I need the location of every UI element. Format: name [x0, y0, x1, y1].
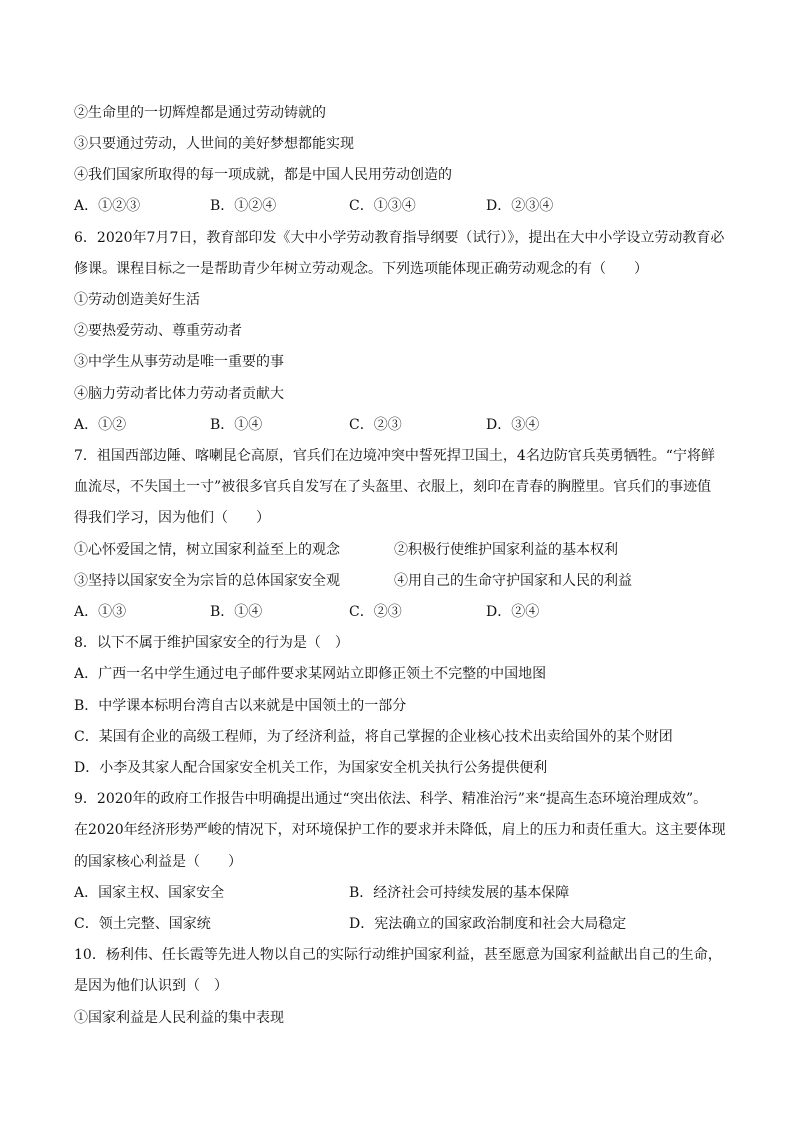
text-line: ③中学生从事劳动是唯一重要的事	[74, 354, 284, 370]
option-c: C．领土完整、国家统	[74, 916, 211, 932]
option-b: B．经济社会可持续发展的基本保障	[349, 885, 570, 901]
option-b: B．①④	[210, 604, 263, 620]
text-line: 修课。课程目标之一是帮助青少年树立劳动观念。下列选项能体现正确劳动观念的有（ ）	[74, 261, 648, 277]
text-line: 得我们学习，因为他们（ ）	[74, 510, 270, 526]
option-d: D．②③④	[486, 198, 554, 214]
option-c: C．①③④	[349, 198, 416, 214]
text-line: 是因为他们认识到（ ）	[74, 978, 228, 994]
text-line: ①国家利益是人民利益的集中表现	[74, 1010, 284, 1026]
option-d: D．③④	[486, 417, 540, 433]
option-b: B．中学课本标明台湾自古以来就是中国领土的一部分	[74, 698, 407, 714]
option-b: B．①④	[210, 417, 263, 433]
text-line: ①劳动创造美好生活	[74, 292, 200, 308]
option-a: A．①③	[74, 604, 127, 620]
option-c: C．②③	[349, 604, 402, 620]
statement-1: ①心怀爱国之情，树立国家利益至上的观念	[74, 542, 340, 558]
option-d: D．宪法确立的国家政治制度和社会大局稳定	[349, 916, 627, 932]
text-line: ③只要通过劳动，人世间的美好梦想都能实现	[74, 136, 354, 152]
option-d: D．小李及其家人配合国家安全机关工作，为国家安全机关执行公务提供便利	[74, 760, 548, 776]
option-c: C．②③	[349, 417, 402, 433]
option-a: A．广西一名中学生通过电子邮件要求某网站立即修正领土不完整的中国地图	[74, 666, 547, 682]
option-d: D．②④	[486, 604, 540, 620]
option-a: A．①②③	[74, 198, 141, 214]
option-c: C．某国有企业的高级工程师，为了经济利益，将自己掌握的企业核心技术出卖给国外的某个财团	[74, 729, 673, 745]
statement-4: ④用自己的生命守护国家和人民的利益	[394, 573, 632, 589]
text-line: 血流尽，不失国土一寸”被很多官兵自发写在了头盔里、衣服上，刻印在青春的胸膛里。官兵们的事迹值	[74, 479, 712, 495]
statement-3: ③坚持以国家安全为宗旨的总体国家安全观	[74, 573, 340, 589]
question-10: 10．杨利伟、任长霞等先进人物以自己的实际行动维护国家利益，甚至愿意为国家利益献出自己的生命，	[74, 947, 722, 963]
text-line: ②生命里的一切辉煌都是通过劳动铸就的	[74, 105, 326, 121]
question-8: 8．以下不属于维护国家安全的行为是（ ）	[74, 635, 349, 651]
question-6: 6．2020年7月7日，教育部印发《大中小学劳动教育指导纲要（试行）》，提出在大中小学设立劳动教育必	[74, 230, 725, 246]
question-7: 7．祖国西部边陲、喀喇昆仑高原，官兵们在边境冲突中誓死捍卫国土，4名边防官兵英勇牺牲。“宁将鲜	[74, 448, 715, 464]
option-b: B．①②④	[210, 198, 277, 214]
text-line: ④我们国家所取得的每一项成就，都是中国人民用劳动创造的	[74, 167, 452, 183]
statement-2: ②积极行使维护国家利益的基本权利	[394, 542, 618, 558]
text-line: 的国家核心利益是（ ）	[74, 854, 242, 870]
option-a: A．国家主权、国家安全	[74, 885, 225, 901]
option-a: A．①②	[74, 417, 127, 433]
question-9: 9．2020年的政府工作报告中明确提出通过“突出依法、科学、精准治污”来“提高生态环境治理成效”。	[74, 791, 708, 807]
text-line: ②要热爱劳动、尊重劳动者	[74, 323, 242, 339]
text-line: 在2020年经济形势严峻的情况下，对环境保护工作的要求并未降低，肩上的压力和责任重大。这主要体现	[74, 822, 726, 838]
text-line: ④脑力劳动者比体力劳动者贡献大	[74, 386, 284, 402]
